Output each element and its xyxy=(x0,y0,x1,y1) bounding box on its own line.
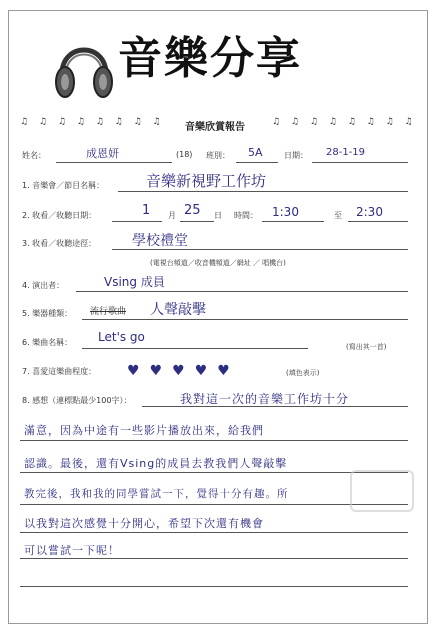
essay-underline-7 xyxy=(20,586,408,587)
field-4-label: 4. 演出者： xyxy=(22,281,65,290)
field-5-struck-value: 流行歌曲 xyxy=(90,307,127,317)
rating-hearts xyxy=(127,364,230,378)
field-1-label: 1. 音樂會／節目名稱： xyxy=(22,181,105,190)
faded-stamp-mark xyxy=(350,470,414,512)
month-unit: 月 xyxy=(168,211,176,220)
music-notes-left: ♫ ♫ ♫ ♫ ♫ ♫ ♫ ♫ xyxy=(20,117,165,127)
report-title: 音樂欣賞報告 xyxy=(185,122,245,133)
essay-underline-6 xyxy=(20,558,408,559)
field-6-underline xyxy=(82,348,308,349)
date-underline xyxy=(312,162,408,163)
date-value: 28-1-19 xyxy=(326,147,366,158)
field-3-label: 3. 收看／收聽途徑： xyxy=(22,239,97,248)
essay-line-1: 我對這一次的音樂工作坊十分 xyxy=(180,392,350,406)
field-5-value: 人聲敲擊 xyxy=(150,302,206,318)
field-1-value: 音樂新視野工作坊 xyxy=(146,172,267,190)
month-value: 1 xyxy=(142,203,151,218)
field-3-value: 學校禮堂 xyxy=(132,233,188,249)
time-to-separator: 至 xyxy=(334,211,342,220)
field-7-label: 7. 喜愛這樂曲程度： xyxy=(22,367,97,376)
class-underline xyxy=(236,162,278,163)
page-title: 音樂分享 xyxy=(118,33,302,84)
heart-icon: ♥ xyxy=(217,363,230,379)
essay-line-3: 認識。最後，還有Vsing的成員去教我們人聲敲擊 xyxy=(24,457,288,470)
field-5-label: 5. 樂器種類： xyxy=(22,309,73,318)
field-1-underline xyxy=(118,191,408,192)
field-6-value: Let's go xyxy=(98,330,145,344)
field-3-hint: (電視台頻道／收音機頻道／網址 ／ 唱機台) xyxy=(150,259,286,267)
field-5-underline xyxy=(82,319,408,320)
essay-line-6: 可以嘗試一下呢！ xyxy=(24,544,120,557)
essay-line-5: 以我對這次感覺十分開心，希望下次還有機會 xyxy=(24,517,264,530)
date-label: 日期： xyxy=(284,151,308,160)
field-2-label: 2. 收看／收聽日期： xyxy=(22,211,97,220)
essay-line-4: 教完後，我和我的同學嘗試一下，覺得十分有趣。所 xyxy=(24,488,289,500)
heart-icon: ♥ xyxy=(172,363,185,379)
class-value: 5A xyxy=(248,146,263,159)
essay-line-2: 滿意，因為中途有一些影片播放出來，給我們 xyxy=(24,424,264,437)
headphones-icon xyxy=(52,36,116,102)
time-from-value: 1:30 xyxy=(272,205,299,219)
field-4-underline xyxy=(76,291,408,292)
name-label: 姓名： xyxy=(22,151,46,160)
heart-icon: ♥ xyxy=(194,363,208,379)
time-to-value: 2:30 xyxy=(356,205,383,219)
field-6-label: 6. 樂曲名稱： xyxy=(22,338,73,347)
heart-icon: ♥ xyxy=(149,363,163,379)
student-number: (18) xyxy=(176,150,193,159)
day-value: 25 xyxy=(184,203,201,218)
name-value: 成恩妍 xyxy=(86,147,119,160)
heart-icon: ♥ xyxy=(127,363,140,379)
day-unit: 日 xyxy=(214,211,222,220)
time-from-underline xyxy=(262,221,324,222)
time-label: 時間： xyxy=(234,211,258,220)
essay-underline-2 xyxy=(20,440,408,441)
field-4-value: Vsing 成員 xyxy=(104,275,165,289)
field-8-label: 8. 感想（連標點最少100字）： xyxy=(22,396,132,405)
field-7-hint: (填色表示) xyxy=(286,369,320,377)
month-underline xyxy=(112,221,162,222)
day-underline xyxy=(180,221,214,222)
time-to-underline xyxy=(348,221,408,222)
field-6-hint: (寫出其一首) xyxy=(346,343,387,351)
music-notes-right: ♫ ♫ ♫ ♫ ♫ ♫ ♫ ♫ xyxy=(272,117,417,127)
name-underline xyxy=(56,162,172,163)
class-label: 班別： xyxy=(206,151,230,160)
essay-underline-5 xyxy=(20,532,408,533)
